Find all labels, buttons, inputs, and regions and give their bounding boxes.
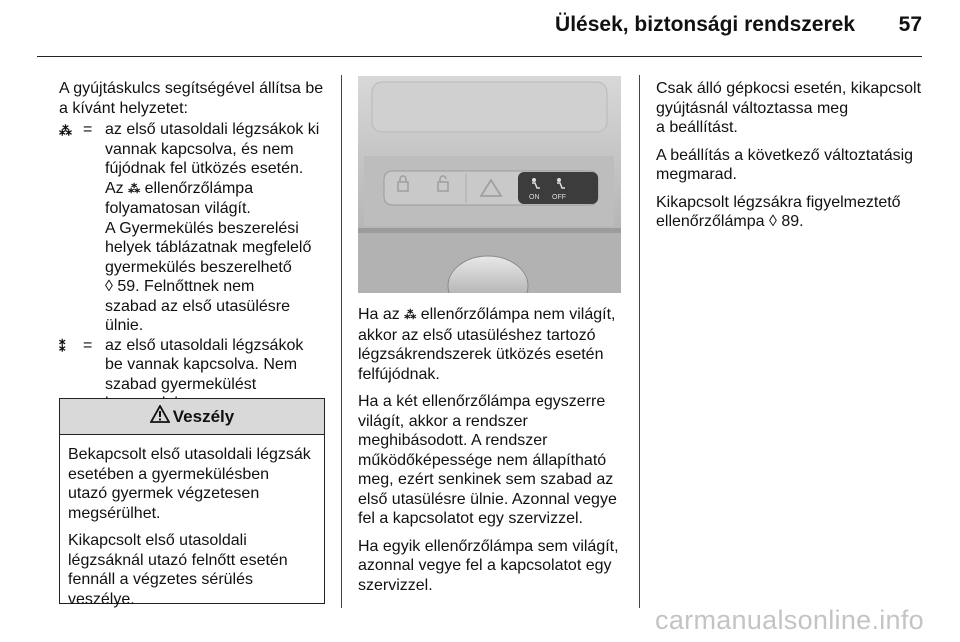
column-divider-2 xyxy=(639,75,640,608)
airbag-on-icon: ⁂ xyxy=(59,123,72,138)
column-left xyxy=(59,79,329,414)
definition-airbag-off: ⁂ = az első utasoldali légzsákok ki vannak kapcsolva, és nem fújódnak fel ütközés esetén. Az ⁂ ellenőrzőlámpa folyamatosan világít. A Gyermekülés beszerelési helyek táblázatnak megfelelő gyermekülés beszerelhető ◊ 59. Felnőttnek nem szabad az első utasülésre ülnie. xyxy=(59,120,329,336)
airbag-on-icon: ⁂ xyxy=(128,181,141,196)
paragraph: Ha egyik ellenőrzőlámpa sem világít, azonnal vegye fel a kapcsolatot egy szervizzel. xyxy=(358,537,619,594)
column-right xyxy=(656,79,936,240)
paragraph: Ha az ⁂ ellenőrzőlámpa nem világít, akkor az első utasüléshez tartozó légzsákrendszerek ütközés esetén felfújódnak. xyxy=(358,306,616,383)
watermark: carmanualsonline.info xyxy=(655,605,924,635)
warning-box xyxy=(59,398,325,608)
warning-paragraph: Bekapcsolt első utasoldali légzsák esetében a gyermekülésben utazó gyermek végzetesen megsérülhet. xyxy=(68,446,311,522)
off-label: OFF xyxy=(552,194,566,201)
column-middle xyxy=(358,305,630,603)
definition-airbag-on: ⁑ = az első utasoldali légzsákok be vannak kapcsolva. Nem szabad gyermekülést xyxy=(59,336,329,414)
page-number: 57 xyxy=(898,13,922,36)
intro-text: A gyújtáskulcs segítségével állítsa be a kívánt helyzetet: xyxy=(59,80,324,117)
warning-body xyxy=(60,435,324,609)
paragraph: Kikapcsolt légzsákra figyelmeztető ellenőrzőlámpa ◊ 89. xyxy=(656,193,901,230)
on-label: ON xyxy=(529,194,540,201)
header-rule xyxy=(37,56,922,57)
page-ref-link[interactable]: 89. xyxy=(781,213,804,230)
warning-triangle-icon xyxy=(150,405,170,428)
warning-title: Veszély xyxy=(172,406,235,426)
paragraph: Csak álló gépkocsi esetén, kikapcsolt gyújtásnál változtassa meg a beállítást. xyxy=(656,80,922,136)
column-divider-1 xyxy=(341,75,342,608)
paragraph: A beállítás a következő változtatásig megmarad. xyxy=(656,146,914,183)
page-ref-link[interactable]: 59. Felnőttnek nem xyxy=(117,278,255,295)
definition-text: az első utasoldali légzsákok ki vannak kapcsolva, és nem fújódnak fel ütközés esetén. Az ⁂ ellenőrzőlámpa folyamatosan világít. A Gyermekülés beszerelési helyek táblázatnak megfelelő gyermekülés beszerelhető ◊ 59. Felnőttnek nem szabad az első utasülésre ülnie. xyxy=(105,121,320,334)
xref-icon: ◊ xyxy=(105,278,113,295)
dashboard-photo xyxy=(358,76,621,293)
warning-header xyxy=(60,399,324,435)
definition-text: az első utasoldali légzsákok be vannak kapcsolva. Nem szabad gyermekülést xyxy=(105,336,304,393)
header-title: Ülések, biztonsági rendszerek xyxy=(555,13,855,36)
warning-paragraph: Kikapcsolt első utasoldali légzsáknál utazó felnőtt esetén fennáll a végzetes sérülés veszélye. xyxy=(68,532,288,608)
paragraph: Ha a két ellenőrzőlámpa egyszerre világít, akkor a rendszer meghibásodott. A rendszer működőképessége nem állapítható meg, ezért senkinek sem szabad az első utasülésre ülnie. Azonnal vegye fel a kapcsolatot egy szervizzel. xyxy=(358,393,617,527)
xref-icon: ◊ xyxy=(768,213,777,230)
airbag-off-icon: ⁑ xyxy=(59,338,66,354)
airbag-on-icon: ⁂ xyxy=(404,308,417,322)
